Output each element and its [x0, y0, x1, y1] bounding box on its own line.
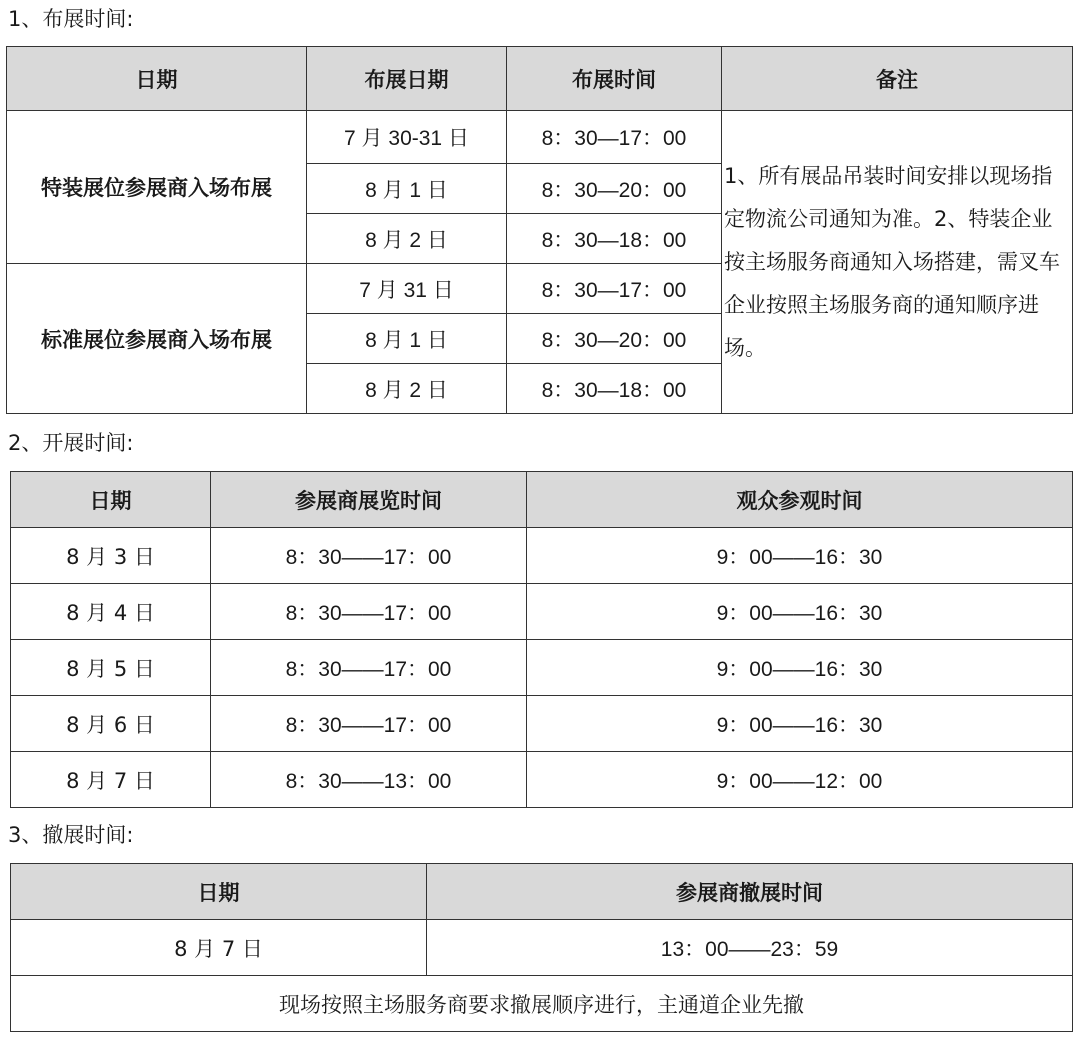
section3-heading: 3、撤展时间:	[8, 823, 134, 847]
date-cell: 8 月 4 日	[11, 584, 211, 640]
exhibitor-time-cell: 8：30——17：00	[211, 640, 527, 696]
header-setup-date: 布展日期	[307, 47, 507, 111]
exhibition-schedule-table	[10, 471, 1073, 808]
setup-schedule-table	[6, 46, 1073, 414]
visitor-time-cell: 9：00——16：30	[527, 528, 1073, 584]
exhibitor-time-cell: 8：30——13：00	[211, 752, 527, 808]
setup-date-cell: 8 月 1 日	[307, 164, 507, 214]
setup-date-cell: 8 月 2 日	[307, 364, 507, 414]
group-label-standard: 标准展位参展商入场布展	[7, 264, 307, 414]
setup-date-cell: 7 月 31 日	[307, 264, 507, 314]
group-label-special: 特装展位参展商入场布展	[7, 111, 307, 264]
teardown-schedule-table	[10, 863, 1073, 1032]
visitor-time-cell: 9：00——12：00	[527, 752, 1073, 808]
header-teardown-time: 参展商撤展时间	[427, 864, 1073, 920]
date-cell: 8 月 6 日	[11, 696, 211, 752]
setup-time-cell: 8：30—20：00	[507, 164, 722, 214]
section2-heading: 2、开展时间:	[8, 431, 134, 455]
setup-time-cell: 8：30—17：00	[507, 264, 722, 314]
visitor-time-cell: 9：00——16：30	[527, 696, 1073, 752]
setup-date-cell: 8 月 1 日	[307, 314, 507, 364]
header-date: 日期	[7, 47, 307, 111]
setup-date-cell: 8 月 2 日	[307, 214, 507, 264]
notes-cell: 1、所有展品吊装时间安排以现场指定物流公司通知为准。2、特装企业按主场服务商通知入场搭建，需叉车企业按照主场服务商的通知顺序进场。	[722, 111, 1073, 414]
date-cell: 8 月 5 日	[11, 640, 211, 696]
visitor-time-cell: 9：00——16：30	[527, 584, 1073, 640]
header-setup-time: 布展时间	[507, 47, 722, 111]
exhibitor-time-cell: 8：30——17：00	[211, 584, 527, 640]
teardown-time-cell: 13：00——23：59	[427, 920, 1073, 976]
setup-time-cell: 8：30—18：00	[507, 364, 722, 414]
visitor-time-cell: 9：00——16：30	[527, 640, 1073, 696]
header-visitor-time: 观众参观时间	[527, 472, 1073, 528]
setup-time-cell: 8：30—20：00	[507, 314, 722, 364]
date-cell: 8 月 7 日	[11, 752, 211, 808]
exhibitor-time-cell: 8：30——17：00	[211, 696, 527, 752]
header-date: 日期	[11, 472, 211, 528]
setup-time-cell: 8：30—17：00	[507, 111, 722, 164]
header-exhibitor-time: 参展商展览时间	[211, 472, 527, 528]
exhibitor-time-cell: 8：30——17：00	[211, 528, 527, 584]
teardown-footer-note: 现场按照主场服务商要求撤展顺序进行，主通道企业先撤	[11, 976, 1073, 1032]
header-date: 日期	[11, 864, 427, 920]
setup-time-cell: 8：30—18：00	[507, 214, 722, 264]
date-cell: 8 月 7 日	[11, 920, 427, 976]
setup-date-cell: 7 月 30-31 日	[307, 111, 507, 164]
date-cell: 8 月 3 日	[11, 528, 211, 584]
section1-heading: 1、布展时间:	[8, 7, 134, 31]
header-notes: 备注	[722, 47, 1073, 111]
